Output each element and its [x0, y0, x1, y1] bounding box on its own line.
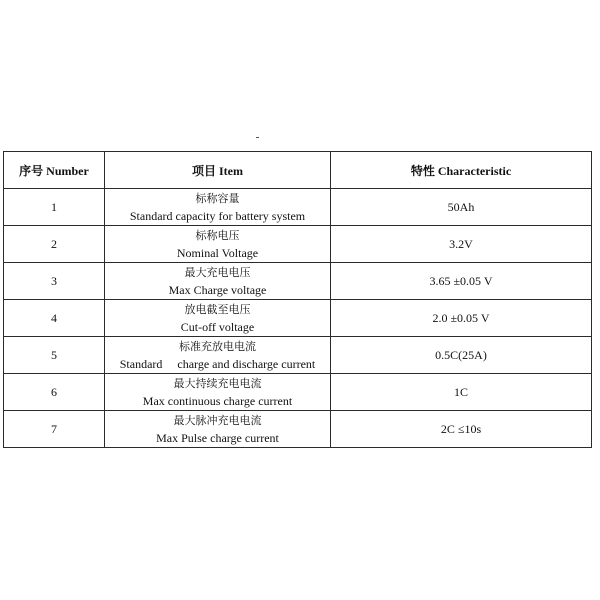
- item-chinese: 最大持续充电电流: [173, 376, 262, 390]
- table-row: [4, 300, 592, 337]
- item-english: Max continuous charge current: [142, 393, 293, 408]
- item-english: Max Charge voltage: [168, 282, 267, 297]
- header-item: 项目 Item: [105, 152, 331, 189]
- header-characteristic: 特性 Characteristic: [331, 152, 592, 189]
- row-value: 3.65 ±0.05 V: [331, 263, 592, 300]
- table-row: [4, 263, 592, 300]
- row-value: 0.5C(25A): [331, 337, 592, 374]
- stray-mark: [256, 137, 259, 138]
- row-value: 50Ah: [331, 189, 592, 226]
- row-number: 4: [4, 300, 105, 337]
- spec-table: [3, 151, 592, 448]
- item-english: Cut-off voltage: [180, 319, 255, 334]
- row-number: 2: [4, 226, 105, 263]
- row-value: 1C: [331, 374, 592, 411]
- row-value: 2C ≤10s: [331, 411, 592, 448]
- row-value: 3.2V: [331, 226, 592, 263]
- table-row: [4, 189, 592, 226]
- table-row: [4, 411, 592, 448]
- item-chinese: 最大脉冲充电电流: [173, 413, 262, 427]
- row-item: [105, 411, 331, 448]
- item-english: Standard capacity for battery system: [129, 208, 306, 223]
- row-number: 3: [4, 263, 105, 300]
- table-row: [4, 374, 592, 411]
- item-english: Standard charge and discharge current: [119, 356, 316, 371]
- row-item: [105, 263, 331, 300]
- item-english: Max Pulse charge current: [156, 430, 279, 445]
- row-item: [105, 300, 331, 337]
- row-value: 2.0 ±0.05 V: [331, 300, 592, 337]
- header-row: [4, 152, 592, 189]
- row-number: 1: [4, 189, 105, 226]
- item-chinese: 最大充电电压: [184, 265, 251, 279]
- header-number: 序号 Number: [4, 152, 105, 189]
- item-chinese: 标准充放电电流: [179, 339, 256, 353]
- item-chinese: 放电截至电压: [184, 302, 251, 316]
- item-english: Nominal Voltage: [176, 245, 259, 260]
- item-chinese: 标称容量: [195, 191, 240, 205]
- row-number: 6: [4, 374, 105, 411]
- row-item: [105, 337, 331, 374]
- item-chinese: 标称电压: [195, 228, 240, 242]
- row-item: [105, 226, 331, 263]
- row-number: 5: [4, 337, 105, 374]
- row-item: [105, 189, 331, 226]
- row-item: [105, 374, 331, 411]
- table-row: [4, 226, 592, 263]
- row-number: 7: [4, 411, 105, 448]
- table-row: [4, 337, 592, 374]
